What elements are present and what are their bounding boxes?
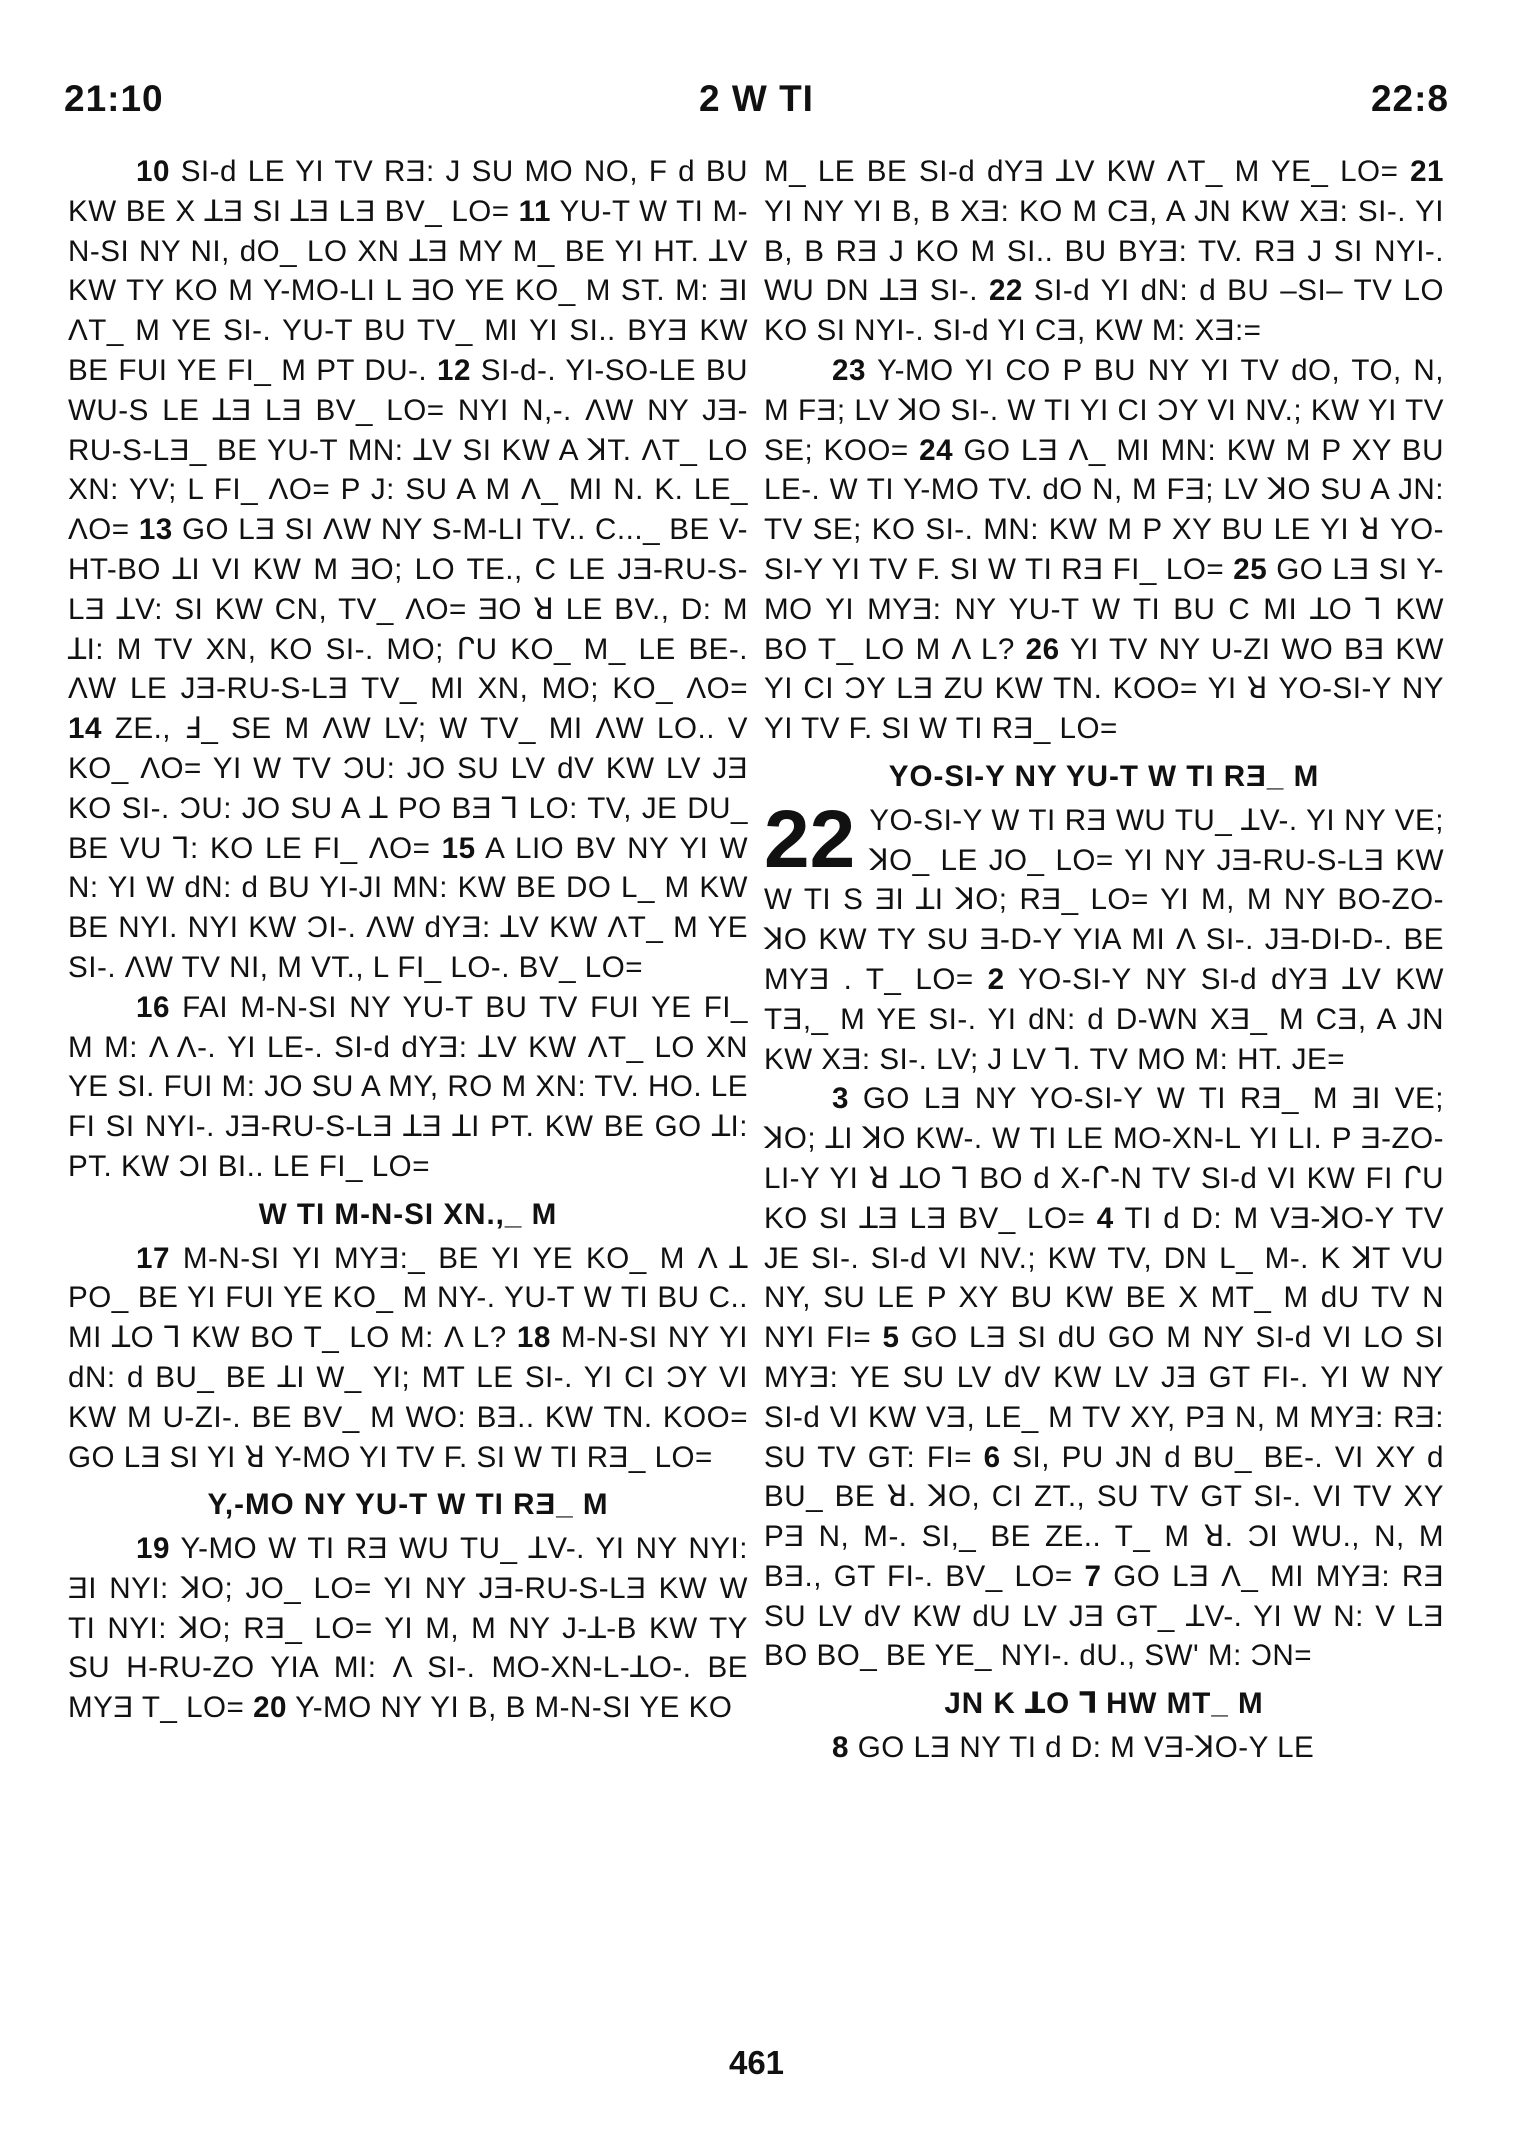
chapter-number: 22 — [764, 793, 856, 885]
verse-number: 15 — [441, 831, 476, 865]
verse-text: YI TV NY U-ZI WO BƎ KW YI CI ƆY LƎ ZU KW TN. KOO= YI ꓤ YO-SI-Y NY YI TV F. SI W TI RƎ_ LO= — [764, 632, 1444, 746]
verse-text: FAI M-N-SI NY YU-T BU TV FUI YE FI_ M M: Λ Λ-. YI LE-. SI-d dYƎ: ꓕV KW ΛT_ LO XN YE SI. FUI M: JO SU A MY, RO M XN: TV. HO. LE FI SI NYI-. JƎ-RU-S-LƎ ꓕƎ ꓕI PT. KW BE GO ꓕI: PT. KW ƆI BI.. LE FI_ LO= — [68, 990, 748, 1183]
header-end-reference: 22:8 — [1370, 78, 1449, 119]
verse-number: 22 — [988, 274, 1023, 308]
verse-text: GO LƎ SI Y-MO YI MYƎ: NY YU-T W TI BU C MI ꓕO ꓶ KW BO T_ LO M Λ L? — [764, 552, 1444, 666]
verse-text: GO LƎ NY TI d D: M VƎ-ꓘO-Y LE — [848, 1731, 1315, 1765]
verse-number: 17 — [136, 1241, 170, 1275]
paragraph — [764, 1079, 1444, 1676]
verse-text: GO LƎ NY YO-SI-Y W TI RƎ_ M ƎI VE; ꓘO; ꓕI ꓘO KW-. W TI LE MO-XN-L YI LI. P Ǝ-ZO-LI-Y YI ꓤ ꓕO ꓶ BO d X-ᒋ-N TV SI-d VI KW FI ᒋU KO SI ꓕƎ LƎ BV_ LO= — [764, 1082, 1444, 1235]
paragraph — [764, 152, 1444, 351]
verse-text: M_ LE BE SI-d dYƎ ꓕV KW ΛT_ M YE_ LO= — [764, 155, 1411, 188]
verse-number: 19 — [136, 1532, 170, 1566]
paragraph — [68, 152, 748, 988]
verse-number: 13 — [138, 513, 173, 547]
verse-text: YO-SI-Y NY SI-d dYƎ ꓕV KW TƎ,_ M YE SI-. YI dN: d D-WN XƎ_ M CƎ, A JN KW XƎ: SI-. LV; J LV ꓶ. TV MO M: HT. JE= — [764, 962, 1444, 1076]
verse-number: 11 — [518, 194, 551, 228]
verse-text: YO-SI-Y W TI RƎ WU TU_ ꓕV-. YI NY VE; ꓘO_ LE JO_ LO= YI NY JƎ-RU-S-LƎ KW W TI S ƎI ꓕI ꓘO; RƎ_ LO= YI M, M NY BO-ZO-ꓘO KW TY SU Ǝ-D-Y YIA MI Λ SI-. JƎ-DI-D-. BE MYƎ . T_ LO= — [764, 803, 1444, 996]
verse-text: SI, PU JN d BU_ BE-. VI XY d BU_ BE ꓤ. ꓘO, CI ZT., SU TV GT SI-. VI TV XY PƎ N, M-. SI,_ BE ZE.. T_ M ꓤ. ƆI WU., N, M BƎ., GT FI-. BV_ LO= — [764, 1440, 1445, 1593]
verse-text: GO LƎ Λ_ MI MN: KW M P XY BU LE-. W TI Y-MO TV. dO N, M FƎ; LV ꓘO SU A JN: TV SE; KO SI-. MN: KW M P XY BU LE YI ꓤ YO-SI-Y YI TV F. SI W TI RƎ FI_ LO= — [764, 433, 1444, 586]
section-heading: JN K ꓕO ꓶ HW MT_ M — [944, 1687, 1264, 1721]
verse-text: YI NY YI B, B XƎ: KO M CƎ, A JN KW XƎ: SI-. YI B, B RƎ J KO M SI.. BU BYƎ: TV. RƎ J SI NYI-. WU DN ꓕƎ SI-. — [764, 194, 1444, 308]
verse-text: A LIO BV NY YI W N: YI W dN: d BU YI-JI MN: KW BE DO L_ M KW BE NYI. NYI KW ƆI-. ΛW dYƎ: ꓕV KW ΛT_ M YE SI-. ΛW TV NI, M VT., L FI_ LO-. BV_ LO= — [68, 831, 749, 984]
verse-text: Y-MO YI CO P BU NY YI TV dO, TO, N, M FƎ; LV ꓘO SI-. W TI YI CI ƆY VI NV.; KW YI TV SE; KOO= — [764, 353, 1444, 467]
paragraph — [68, 1529, 748, 1728]
paragraph — [764, 351, 1444, 749]
paragraph — [68, 1239, 748, 1478]
running-header — [64, 78, 1449, 128]
verse-number: 3 — [832, 1082, 849, 1116]
verse-number: 7 — [1084, 1559, 1102, 1593]
right-column — [764, 152, 1444, 1768]
verse-text: GO LƎ SI dU GO M NY SI-d VI LO SI MYƎ: YE SU LV dV KW LV JƎ GT FI-. YI W NY SI-d VI KW VƎ, LE_ M TV XY, PƎ N, M MYƎ: RƎ: SU TV GT: FI= — [764, 1321, 1444, 1474]
verse-text: M-N-SI YI MYƎ:_ BE YI YE KO_ M Λ ꓕ PO_ BE YI FUI YE KO_ M NY-. YU-T W TI BU C.. MI ꓕO ꓶ KW BO T_ LO M: Λ L? — [68, 1241, 748, 1355]
verse-number: 26 — [1025, 632, 1060, 666]
verse-number: 4 — [1096, 1201, 1114, 1235]
verse-number: 21 — [1410, 155, 1444, 188]
verse-number: 18 — [516, 1321, 551, 1355]
verse-number: 8 — [832, 1731, 849, 1765]
verse-text: TI d D: M VƎ-ꓘO-Y TV JE SI-. SI-d VI NV.; KW TV, DN L_ M-. K ꓘT VU NY, SU LE P XY BU KW BE X MT_ M dU TV N NYI FI= — [764, 1201, 1445, 1355]
left-column — [68, 152, 748, 1728]
verse-text: GO LƎ SI ΛW NY S-M-LI TV.. C..._ BE V-HT-BO ꓕI VI KW M ƎO; LO TE., C LE JƎ-RU-S-LƎ ꓕV: SI KW CN, TV_ ΛO= ƎO ꓤ LE BV., D: M ꓕI: M TV XN, KO SI-. MO; ᒋU KO_ M_ LE BE-. ΛW LE JƎ-RU-S-LƎ TV_ MI XN, MO; KO_ ΛO= — [68, 513, 748, 706]
verse-number: 2 — [987, 962, 1005, 996]
header-book-title: 2 W TI — [699, 78, 814, 119]
verse-number: 20 — [253, 1691, 287, 1725]
header-start-reference: 21:10 — [64, 78, 164, 119]
page-number: 461 — [728, 2044, 785, 2081]
verse-number: 16 — [136, 990, 170, 1024]
verse-text: ZE., Ⅎ_ SE M ΛW LV; W TV_ MI ΛW LO.. V KO_ ΛO= YI W TV ƆU: JO SU LV dV KW LV JƎ KO SI-. ƆU: JO SU A ꓕ PO BƎ ꓶ LO: TV, JE DU_ BE VU ꓶ: KO LE FI_ ΛO= — [68, 712, 748, 865]
verse-number: 25 — [1233, 552, 1268, 586]
paragraph — [68, 988, 748, 1187]
verse-text: Y-MO W TI RƎ WU TU_ ꓕV-. YI NY NYI: ƎI NYI: ꓘO; JO_ LO= YI NY JƎ-RU-S-LƎ KW W TI NYI: ꓘO; RƎ_ LO= YI M, M NY J-ꓕ-B KW TY SU H-RU-ZO YIA MI: Λ SI-. MO-XN-L-ꓕO-. BE MYƎ T_ LO= — [68, 1532, 748, 1725]
verse-number: 5 — [882, 1321, 900, 1355]
section-heading: Y,-MO NY YU-T W TI RƎ_ M — [207, 1488, 609, 1522]
verse-text: YU-T W TI M-N-SI NY NI, dO_ LO XN ꓕƎ MY M_ BE YI HT. ꓕV KW TY KO M Y-MO-LI L ƎO YE KO_ M ST. M: ƎI ΛT_ M YE SI-. YU-T BU TV_ MI YI SI.. BYƎ KW BE FUI YE FI_ M PT DU-. — [68, 194, 748, 387]
verse-number: 24 — [919, 433, 954, 467]
section-heading: YO-SI-Y NY YU-T W TI RƎ_ M — [888, 759, 1320, 793]
verse-number: 14 — [68, 712, 102, 746]
verse-text: SI-d LE YI TV RƎ: J SU MO NO, F d BU KW BE X ꓕƎ SI ꓕƎ LƎ BV_ LO= — [68, 155, 748, 228]
paragraph — [764, 1728, 1444, 1768]
verse-text: Y-MO NY YI B, B M-N-SI YE KO — [286, 1691, 733, 1725]
verse-number: 12 — [436, 353, 471, 387]
verse-text: GO LƎ Λ_ MI MYƎ: RƎ SU LV dV KW dU LV JƎ GT_ ꓕV-. YI W N: V LƎ BO BO_ BE YE_ NYI-. dU., SW' M: ƆN= — [764, 1559, 1444, 1673]
verse-number: 23 — [832, 353, 866, 387]
section-heading: W TI M-N-SI XN.,_ M — [258, 1197, 558, 1231]
verse-text: M-N-SI NY YI dN: d BU_ BE ꓕI W_ YI; MT LE SI-. YI CI ƆY VI KW M U-ZI-. BE BV_ M WO: BƎ.. KW TN. KOO= GO LƎ SI YI ꓤ Y-MO YI TV F. SI W TI RƎ_ LO= — [68, 1321, 748, 1474]
verse-text: SI-d YI dN: d BU –SI– TV LO KO SI NYI-. SI-d YI CƎ, KW M: XƎ:= — [764, 274, 1444, 348]
paragraph — [764, 793, 1444, 1080]
verse-text: SI-d-. YI-SO-LE BU WU-S LE ꓕƎ LƎ BV_ LO= NYI N,-. ΛW NY JƎ-RU-S-LƎ_ BE YU-T MN: ꓕV SI KW A ꓘT. ΛT_ LO XN: YV; L FI_ ΛO= P J: SU A M Λ_ MI N. K. LE_ ΛO= — [68, 353, 748, 547]
verse-number: 6 — [983, 1440, 1001, 1474]
verse-number: 10 — [136, 155, 170, 188]
